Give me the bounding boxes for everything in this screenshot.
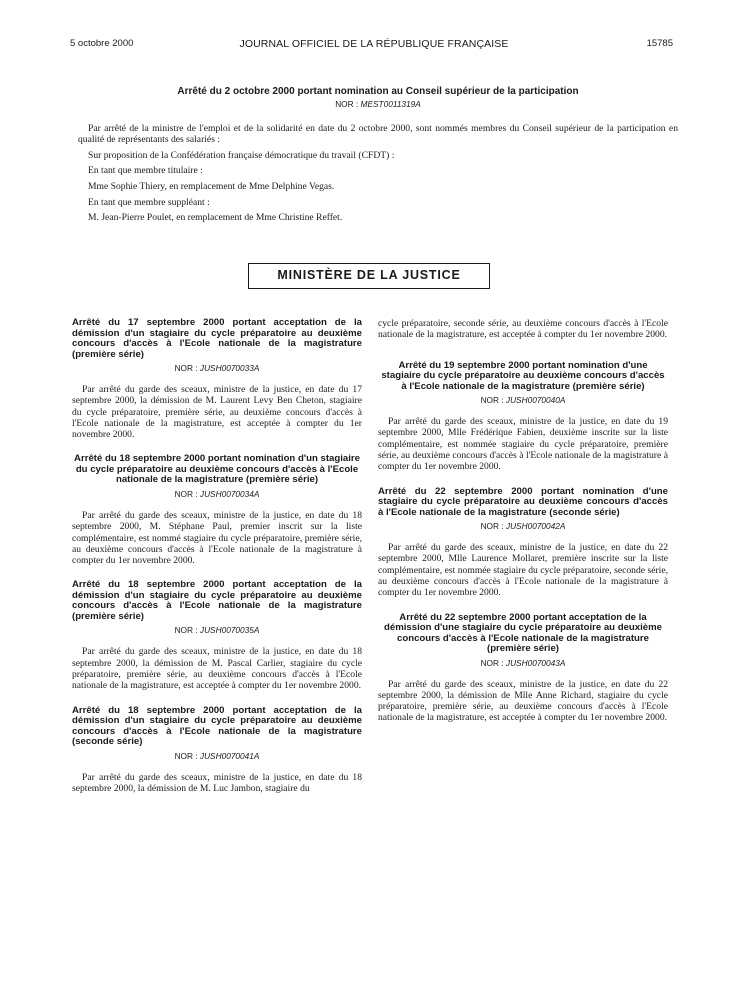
article-title: Arrêté du 19 septembre 2000 portant nomination d'une stagiaire du cycle préparatoire au deuxième concours d'accès à l'Ecole nationale de la magistrature (première série) (381, 359, 665, 392)
article (378, 487, 668, 599)
article (72, 318, 362, 440)
article-title: Arrêté du 18 septembre 2000 portant nomination d'un stagiaire du cycle préparatoire au deuxième concours d'accès à l'Ecole nationale de la magistrature (première série) (74, 453, 360, 486)
article-body: Par arrêté du garde des sceaux, ministre de la justice, en date du 22 septembre 2000, la démission de Mlle Anne Richard, stagiaire du cycle préparatoire, première série, au deuxième concours d'accès à l'Ecole nationale de la magistrature, est acceptée à compter du 1er novembre 2000. (378, 678, 668, 724)
nor-label: NOR : (480, 657, 506, 668)
article-body: Par arrêté du garde des sceaux, ministre de la justice, en date du 18 septembre 2000, la démission de M. Luc Jambon, stagiaire du (72, 771, 362, 794)
header-date: 5 octobre 2000 (70, 38, 134, 49)
nor-code: JUSH0070041A (199, 750, 260, 761)
paragraph: M. Jean-Pierre Poulet, en remplacement de Mme Christine Reffet. (88, 212, 343, 224)
top-arrete (78, 86, 678, 228)
article-body: Par arrêté du garde des sceaux, ministre de la justice, en date du 17 septembre 2000, la démission de M. Laurent Levy Ben Cheton, stagiaire du cycle préparatoire, première série, au deuxième concours d'accès à l'Ecole nationale de la magistrature, est acceptée à compter du 1er novembre 2000. (72, 384, 362, 441)
article-title: Arrêté du 22 septembre 2000 portant acceptation de la démission d'une stagiaire du cycle préparatoire au deuxième concours d'accès à l'Ecole nationale de la magistrature (première série) (384, 611, 662, 655)
continued-text: cycle préparatoire, seconde série, au deuxième concours d'accès à l'Ecole nationale de la magistrature, est acceptée à compter du 1er novembre 2000. (378, 318, 668, 341)
nor-label: NOR : (174, 488, 200, 499)
article-title: Arrêté du 22 septembre 2000 portant nomination d'une stagiaire du cycle préparatoire au deuxième concours d'accès à l'Ecole nationale de la magistrature (seconde série) (378, 485, 668, 518)
article-body: Par arrêté du garde des sceaux, ministre de la justice, en date du 19 septembre 2000, Mlle Frédérique Fabien, deuxième inscrite sur la liste complémentaire, est nommée stagiaire du cycle préparatoire, première série, au deuxième concours d'accès à l'Ecole nationale de la magistrature à compter du 1er novembre 2000. (378, 416, 668, 473)
nor-label: NOR : (335, 99, 361, 109)
paragraph: Mme Sophie Thiery, en remplacement de Mme Delphine Vegas. (88, 181, 335, 193)
article-nor (72, 625, 362, 635)
article-body: Par arrêté du garde des sceaux, ministre de la justice, en date du 18 septembre 2000, la démission de M. Pascal Carlier, stagiaire du cycle préparatoire, première série, au deuxième concours d'accès à l'Ecole nationale de la magistrature, est acceptée à compter du 1er novembre 2000. (72, 646, 362, 692)
nor-code: JUSH0070034A (199, 488, 260, 499)
left-column (72, 318, 362, 808)
nor-label: NOR : (174, 750, 200, 761)
nor-code: JUSH0070033A (199, 363, 260, 373)
article (72, 580, 362, 691)
paragraph: En tant que membre suppléant : (88, 196, 210, 208)
article-nor (378, 521, 668, 531)
ministry-banner: MINISTÈRE DE LA JUSTICE (248, 263, 490, 289)
paragraph: Sur proposition de la Confédération française démocratique du travail (CFDT) : (88, 149, 395, 161)
nor-label: NOR : (174, 625, 200, 636)
nor-code: JUSH0070035A (199, 625, 260, 636)
nor-label: NOR : (480, 395, 506, 406)
nor-code: JUSH0070042A (505, 521, 566, 532)
article-nor (378, 395, 668, 405)
nor-code: JUSH0070040A (505, 395, 566, 406)
top-arrete-title: Arrêté du 2 octobre 2000 portant nomination au Conseil supérieur de la participation (177, 86, 579, 97)
article (378, 613, 668, 724)
page-number: 15785 (646, 38, 673, 49)
right-column (378, 318, 668, 738)
article-nor (72, 751, 362, 761)
journal-title: JOURNAL OFFICIEL DE LA RÉPUBLIQUE FRANÇAISE (239, 38, 509, 50)
article-body: Par arrêté du garde des sceaux, ministre de la justice, en date du 22 septembre 2000, Mlle Laurence Mollaret, première inscrite sur la liste complémentaire, est nommée stagiaire du cycle préparatoire, seconde série, au deuxième concours d'accès à l'Ecole nationale de la magistrature à compter du 1er novembre 2000. (378, 542, 668, 599)
top-arrete-body (78, 123, 678, 224)
nor-code: MEST0011319A (360, 99, 421, 109)
nor-code: JUSH0070043A (505, 657, 566, 668)
article-nor (72, 489, 362, 499)
article-body: Par arrêté du garde des sceaux, ministre de la justice, en date du 18 septembre 2000, M. Stéphane Paul, premier inscrit sur la liste complémentaire, est nommé stagiaire du cycle préparatoire, première série, au deuxième concours d'accès à l'Ecole nationale de la magistrature à compter du 1er novembre 2000. (72, 509, 362, 567)
article-title: Arrêté du 17 septembre 2000 portant acceptation de la démission d'un stagiaire du cycle préparatoire au deuxième concours d'accès à l'Ecole nationale de la magistrature (première série) (72, 317, 362, 360)
top-arrete-nor (78, 99, 678, 109)
article-title: Arrêté du 18 septembre 2000 portant acceptation de la démission d'un stagiaire du cycle préparatoire au deuxième concours d'accès à l'Ecole nationale de la magistrature (seconde série) (72, 704, 362, 748)
nor-label: NOR : (174, 363, 200, 373)
article (378, 361, 668, 473)
article-nor (72, 363, 362, 373)
article-nor (378, 658, 668, 668)
paragraph: En tant que membre titulaire : (88, 165, 203, 177)
paragraph: Par arrêté de la ministre de l'emploi et de la solidarité en date du 2 octobre 2000, sont nommés membres du Conseil supérieur de la participation en qualité de représentants des salariés : (78, 123, 678, 146)
nor-label: NOR : (480, 521, 506, 532)
article-title: Arrêté du 18 septembre 2000 portant acceptation de la démission d'un stagiaire du cycle préparatoire au deuxième concours d'accès à l'Ecole nationale de la magistrature (première série) (72, 579, 362, 622)
article (72, 706, 362, 795)
article (72, 454, 362, 566)
